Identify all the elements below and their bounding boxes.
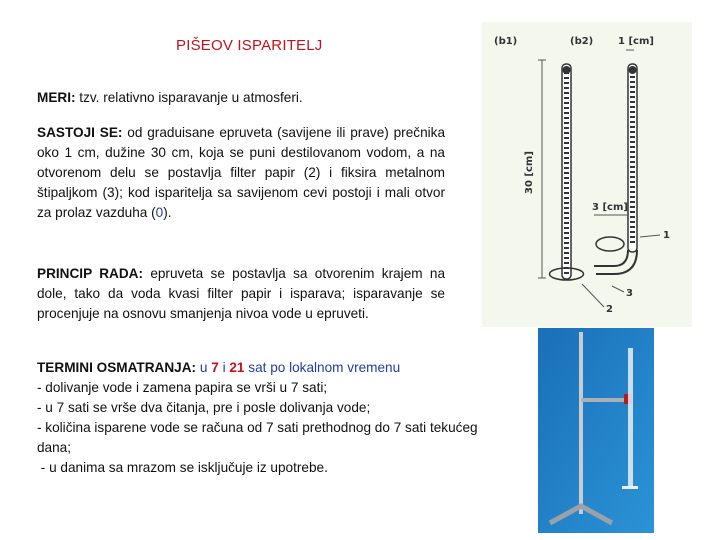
termini-heading (37, 358, 512, 378)
label-30cm: 30 [cm] (524, 151, 535, 194)
tube-b2-cap (629, 66, 637, 74)
label-3: 3 (626, 288, 633, 299)
sastoji-text: od graduisane epruveta (savijene ili prave) prečnika oko 1 cm, dužine 30 cm, koja se puni destilovanom vodom, a na otvorenom delu se postavlja filter papir (2) i fiksira metalnom štipaljkom (3); kod isparitelja sa savijenom cevi postoji i mali otvor za prolaz vazduha ( (37, 125, 446, 220)
callout-2-line (582, 284, 604, 307)
stand-rod (579, 332, 583, 514)
tube-b2-bend-outer (596, 250, 637, 274)
meri-label: MERI: (37, 90, 76, 105)
termini-line: - u danima sa mrazom se isključuje iz upotrebe. (37, 460, 328, 475)
termini-paragraph (37, 358, 512, 478)
label-1cm: 1 [cm] (618, 36, 654, 47)
filter-disk-b2 (596, 237, 624, 251)
filter-paper (622, 486, 638, 489)
tube-b1 (562, 64, 571, 279)
sastoji-paragraph (37, 123, 445, 223)
princip-text: epruveta se postavlja sa otvorenim krajem na dole, tako da voda kvasi filter papir i isparava; isparavanje se procenjuje na osnovu smanjenja nivoa vode u epruveti. (37, 266, 445, 321)
label-2: 2 (606, 304, 613, 315)
callout-3-line (612, 286, 624, 292)
label-3cm: 3 [cm] (592, 202, 628, 213)
label-1: 1 (663, 230, 670, 241)
photo-background (538, 328, 654, 533)
sastoji-text-end: ). (163, 205, 172, 220)
termini-line: - količina isparene vode se računa od 7 sati prethodnog do 7 sati tekućeg dana; (37, 420, 478, 455)
label-b2: (b2) (570, 36, 594, 47)
instrument-photo (538, 328, 654, 533)
termini-u: u (199, 360, 208, 375)
termini-line: - u 7 sati se vrše dva čitanja, pre i posle dolivanja vode; (37, 400, 371, 415)
label-b1: (b1) (494, 36, 518, 47)
termini-hour-21: 21 (229, 360, 245, 375)
termini-label: TERMINI OSMATRANJA: (37, 360, 197, 375)
termini-rest: sat po lokalnom vremenu (248, 360, 401, 375)
evaporimeter-diagram (482, 22, 692, 327)
termini-line: - dolivanje vode i zamena papira se vrši u 7 sati; (37, 380, 328, 395)
diagram-svg (482, 22, 692, 327)
callout-1-line (640, 235, 660, 237)
sastoji-zero: 0 (155, 205, 164, 220)
tube-b2-bend (594, 250, 628, 266)
princip-label: PRINCIP RADA: (37, 266, 143, 281)
sastoji-label: SASTOJI SE: (37, 125, 123, 140)
termini-hour-7: 7 (211, 360, 219, 375)
glass-tube (628, 348, 633, 488)
termini-i: i (222, 360, 226, 375)
princip-paragraph (37, 264, 445, 324)
photo-svg (538, 328, 654, 533)
meri-paragraph (37, 88, 445, 108)
clamp-arm (581, 398, 631, 402)
tube-b1-cap (563, 66, 571, 74)
meri-text: tzv. relativno isparavanje u atmosferi. (79, 90, 303, 105)
page-title: PIŠEOV ISPARITELJ (176, 37, 323, 54)
